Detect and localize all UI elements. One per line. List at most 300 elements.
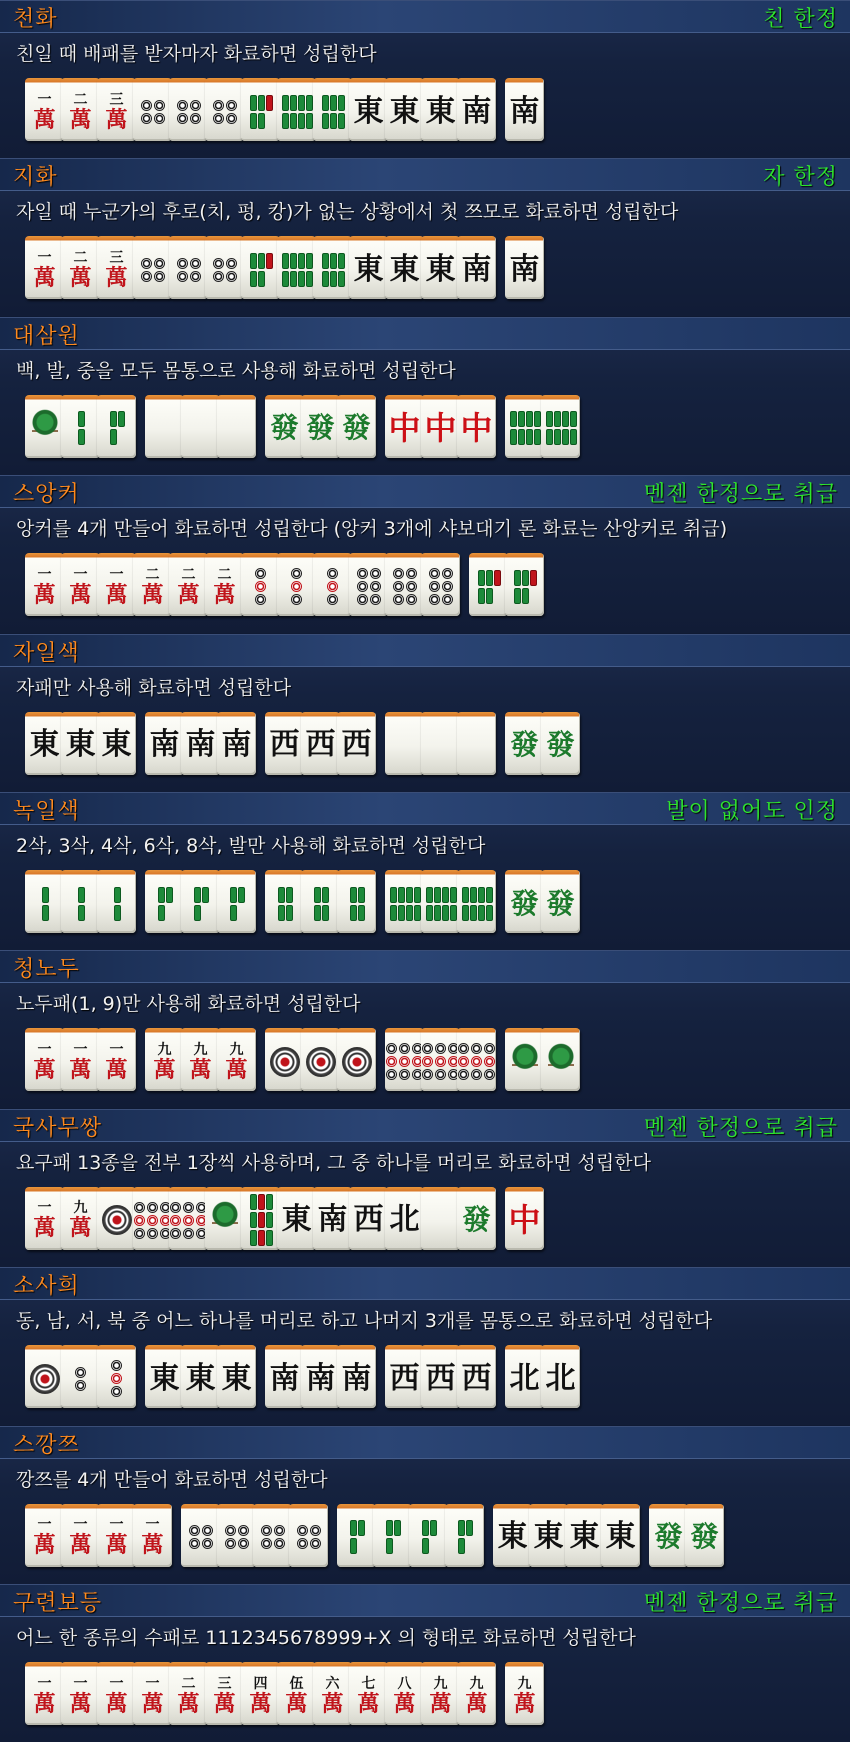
mahjong-tile	[169, 553, 208, 616]
tile-suit: 萬	[225, 1056, 248, 1083]
tile-glyph: 南	[269, 1360, 300, 1396]
mahjong-tile	[181, 712, 220, 775]
pin-dots	[422, 1043, 459, 1080]
mahjong-tile	[205, 1662, 244, 1725]
tile-number: 二	[73, 91, 88, 108]
sou-sticks	[158, 887, 171, 921]
yaku-condition: 자 한정	[763, 165, 838, 191]
mahjong-tile	[505, 870, 544, 933]
tile-suit: 萬	[69, 1690, 92, 1717]
mahjong-tile	[205, 1187, 244, 1250]
mahjong-tile	[61, 1187, 100, 1250]
mahjong-tile	[61, 78, 100, 141]
mahjong-tile	[385, 712, 424, 775]
mahjong-tile	[25, 1345, 64, 1408]
mahjong-tile	[457, 1187, 496, 1250]
tile-glyph: 東	[281, 1202, 312, 1238]
yaku-title: 청노두	[13, 957, 80, 983]
mahjong-tile	[349, 1662, 388, 1725]
sou-sticks	[386, 1520, 399, 1554]
pin-dots	[357, 568, 381, 605]
yaku-description: 깡쯔를 4개 만들어 화료하면 성립한다	[16, 1468, 328, 1491]
sou-sticks	[322, 253, 343, 287]
sou-sticks	[250, 253, 271, 287]
mahjong-tile	[241, 236, 280, 299]
mahjong-tile	[505, 1345, 544, 1408]
mahjong-tile	[25, 236, 64, 299]
mahjong-tile	[133, 78, 172, 141]
tile-number: 四	[253, 1675, 268, 1692]
mahjong-tile	[25, 1662, 64, 1725]
yaku-header	[0, 159, 850, 191]
yaku-section	[0, 0, 850, 158]
mahjong-tile	[97, 395, 136, 458]
tile-number: 一	[37, 1675, 52, 1692]
tile-suit: 萬	[69, 1532, 92, 1559]
yaku-title: 구련보등	[13, 1591, 103, 1616]
pin-dots	[291, 568, 302, 605]
tile-glyph: 西	[425, 1360, 456, 1396]
tile-glyph: 東	[605, 1519, 636, 1555]
tile-number: 伍	[289, 1675, 304, 1692]
mahjong-tile	[301, 712, 340, 775]
yaku-description: 자패만 사용해 화료하면 성립한다	[16, 676, 292, 699]
yaku-section	[0, 317, 850, 475]
tile-glyph: 南	[221, 727, 252, 763]
mahjong-tile	[97, 553, 136, 616]
yaku-condition: 멘젠 한정으로 취급	[643, 1591, 838, 1616]
mahjong-tile	[505, 553, 544, 616]
mahjong-tile	[385, 1028, 424, 1091]
mahjong-tile	[385, 78, 424, 141]
tile-glyph: 西	[353, 1202, 384, 1238]
tile-suit: 萬	[33, 1056, 56, 1083]
tile-number: 一	[37, 566, 52, 583]
tile-suit: 萬	[105, 264, 128, 291]
mahjong-tile	[457, 1345, 496, 1408]
mahjong-tile	[25, 870, 64, 933]
yaku-description: 동, 남, 서, 북 중 어느 하나를 머리로 하고 나머지 3개를 몸통으로 화료하면 성립한다	[16, 1310, 713, 1333]
tile-number: 九	[517, 1675, 532, 1692]
yaku-description: 노두패(1, 9)만 사용해 화료하면 성립한다	[16, 993, 361, 1016]
mahjong-tile	[601, 1504, 640, 1567]
tile-glyph: 東	[389, 93, 420, 129]
mahjong-tile	[205, 236, 244, 299]
yaku-description: 어느 한 종류의 수패로 1112345678999+X 의 형태로 화료하면 성립한다	[16, 1627, 636, 1649]
pin-dots	[429, 568, 453, 605]
tile-suit: 萬	[33, 1690, 56, 1717]
yaku-section	[0, 792, 850, 950]
mahjong-tile	[385, 1662, 424, 1725]
mahjong-tile	[97, 1187, 136, 1250]
tile-number: 三	[109, 91, 124, 108]
tile-suit: 萬	[33, 581, 56, 608]
mahjong-tile	[457, 1662, 496, 1725]
yaku-section	[0, 1267, 850, 1425]
sou-sticks	[314, 887, 327, 921]
tile-glyph: 發	[270, 411, 299, 445]
mahjong-tile	[253, 1504, 292, 1567]
mahjong-tile	[241, 1662, 280, 1725]
tile-glyph: 東	[533, 1519, 564, 1555]
mahjong-tile	[313, 1662, 352, 1725]
tile-glyph: 發	[342, 411, 371, 445]
tile-suit: 萬	[69, 1056, 92, 1083]
yaku-header	[0, 951, 850, 983]
mahjong-tile	[61, 553, 100, 616]
tile-number: 一	[109, 1675, 124, 1692]
mahjong-tile	[301, 395, 340, 458]
tile-glyph: 中	[508, 1201, 541, 1240]
yaku-section	[0, 1584, 850, 1742]
yaku-section	[0, 158, 850, 316]
mahjong-tile	[457, 712, 496, 775]
mahjong-tile	[505, 712, 544, 775]
sou-sticks	[42, 887, 47, 921]
tile-number: 九	[469, 1675, 484, 1692]
sou-sticks	[194, 887, 207, 921]
mahjong-tile	[277, 1662, 316, 1725]
mahjong-tile	[349, 1187, 388, 1250]
tile-glyph: 發	[462, 1203, 491, 1237]
tile-suit: 萬	[105, 1532, 128, 1559]
pin-dots	[30, 1364, 60, 1394]
yaku-description: 앙커를 4개 만들어 화료하면 성립한다 (앙커 3개에 샤보대기 론 화료는 산앙커로 취급)	[16, 518, 728, 541]
mahjong-tile	[217, 395, 256, 458]
tile-glyph: 北	[509, 1360, 540, 1396]
tile-glyph: 西	[341, 727, 372, 763]
tile-suit: 萬	[141, 1532, 164, 1559]
tile-number: 九	[433, 1675, 448, 1692]
mahjong-tile	[313, 1187, 352, 1250]
tile-suit: 萬	[69, 1215, 92, 1242]
pin-dots	[297, 1525, 321, 1549]
tile-suit: 萬	[33, 1532, 56, 1559]
tile-glyph: 發	[654, 1520, 683, 1554]
mahjong-tile	[349, 78, 388, 141]
tile-suit: 萬	[105, 106, 128, 133]
mahjong-tile	[421, 1345, 460, 1408]
sou-sticks	[250, 1194, 271, 1246]
sou-sticks	[78, 887, 83, 921]
mahjong-tile	[337, 395, 376, 458]
tile-glyph: 發	[546, 728, 575, 762]
sou-sticks	[278, 887, 291, 921]
mahjong-tile	[421, 1662, 460, 1725]
tile-suit: 萬	[33, 264, 56, 291]
yaku-condition: 멘젠 한정으로 취급	[643, 482, 838, 508]
peacock-icon	[212, 1201, 238, 1239]
yaku-header	[0, 793, 850, 825]
tile-suit: 萬	[285, 1690, 308, 1717]
tile-number: 一	[73, 1675, 88, 1692]
yaku-section	[0, 475, 850, 633]
tile-glyph: 北	[545, 1360, 576, 1396]
yaku-description: 2삭, 3삭, 4삭, 6삭, 8삭, 발만 사용해 화료하면 성립한다	[16, 835, 486, 857]
pin-dots	[213, 100, 237, 124]
mahjong-tile	[61, 870, 100, 933]
mahjong-tile	[277, 236, 316, 299]
sou-sticks	[426, 887, 455, 921]
mahjong-tile	[61, 395, 100, 458]
yaku-title: 국사무쌍	[13, 1115, 103, 1141]
yaku-header	[0, 318, 850, 350]
mahjong-tile	[133, 236, 172, 299]
mahjong-tile	[505, 395, 544, 458]
tile-glyph: 東	[101, 727, 132, 763]
tile-glyph: 南	[149, 727, 180, 763]
mahjong-tile	[241, 1187, 280, 1250]
tile-suit: 萬	[69, 581, 92, 608]
mahjong-tile	[265, 1028, 304, 1091]
mahjong-tile	[217, 1345, 256, 1408]
mahjong-tile	[301, 870, 340, 933]
mahjong-tile	[457, 1028, 496, 1091]
mahjong-tile	[265, 870, 304, 933]
mahjong-tile	[337, 870, 376, 933]
mahjong-tile	[133, 553, 172, 616]
tile-glyph: 南	[461, 93, 492, 129]
mahjong-tile	[421, 712, 460, 775]
yaku-section	[0, 1109, 850, 1267]
sou-sticks	[110, 411, 123, 445]
mahjong-tile	[541, 1028, 580, 1091]
mahjong-tile	[289, 1504, 328, 1567]
mahjong-tile	[25, 712, 64, 775]
tile-suit: 萬	[105, 581, 128, 608]
tile-number: 七	[361, 1675, 376, 1692]
tile-suit: 萬	[33, 106, 56, 133]
mahjong-tile	[301, 1028, 340, 1091]
mahjong-tile	[181, 1345, 220, 1408]
tile-glyph: 南	[317, 1202, 348, 1238]
mahjong-tile	[145, 712, 184, 775]
yaku-header	[0, 1268, 850, 1300]
tile-number: 一	[109, 1517, 124, 1534]
pin-dots	[386, 1043, 423, 1080]
mahjong-tile	[265, 712, 304, 775]
mahjong-tile	[25, 1187, 64, 1250]
mahjong-tile	[457, 78, 496, 141]
mahjong-tile	[61, 236, 100, 299]
tile-glyph: 東	[569, 1519, 600, 1555]
pin-dots	[306, 1047, 336, 1077]
mahjong-tile	[313, 236, 352, 299]
mahjong-tile	[337, 1345, 376, 1408]
tile-number: 三	[217, 1675, 232, 1692]
mahjong-tile	[169, 236, 208, 299]
mahjong-tile	[61, 1028, 100, 1091]
pin-dots	[458, 1043, 495, 1080]
tile-suit: 萬	[153, 1056, 176, 1083]
mahjong-tile	[25, 1028, 64, 1091]
mahjong-tile	[169, 78, 208, 141]
tile-suit: 萬	[177, 1690, 200, 1717]
mahjong-tile	[133, 1187, 172, 1250]
sou-sticks	[478, 570, 499, 604]
tile-suit: 萬	[69, 106, 92, 133]
mahjong-tile	[97, 1345, 136, 1408]
mahjong-tile	[97, 78, 136, 141]
mahjong-tile	[649, 1504, 688, 1567]
mahjong-tile	[181, 870, 220, 933]
mahjong-tile	[457, 236, 496, 299]
mahjong-tile	[421, 1028, 460, 1091]
tile-number: 一	[73, 566, 88, 583]
tile-glyph: 東	[185, 1360, 216, 1396]
mahjong-tile	[205, 553, 244, 616]
mahjong-tile	[373, 1504, 412, 1567]
mahjong-tile	[97, 1028, 136, 1091]
mahjong-tile	[217, 870, 256, 933]
tile-glyph: 東	[389, 251, 420, 287]
mahjong-tile	[181, 1504, 220, 1567]
mahjong-tile	[145, 1028, 184, 1091]
yaku-section	[0, 950, 850, 1108]
tile-number: 二	[73, 249, 88, 266]
mahjong-tile	[421, 553, 460, 616]
tile-suit: 萬	[213, 581, 236, 608]
tile-glyph: 南	[341, 1360, 372, 1396]
tile-number: 一	[37, 249, 52, 266]
tile-suit: 萬	[141, 1690, 164, 1717]
tile-suit: 萬	[141, 581, 164, 608]
tile-glyph: 東	[29, 727, 60, 763]
mahjong-tile	[541, 870, 580, 933]
mahjong-tile	[181, 1028, 220, 1091]
mahjong-tile	[217, 1028, 256, 1091]
mahjong-tile	[25, 553, 64, 616]
tile-number: 八	[397, 1675, 412, 1692]
tile-glyph: 發	[546, 886, 575, 920]
mahjong-tile	[385, 870, 424, 933]
tile-suit: 萬	[69, 264, 92, 291]
tile-glyph: 中	[460, 409, 493, 448]
tile-suit: 萬	[105, 1056, 128, 1083]
tile-suit: 萬	[429, 1690, 452, 1717]
pin-dots	[141, 100, 165, 124]
sou-sticks	[422, 1520, 435, 1554]
yaku-title: 대삼원	[13, 323, 80, 349]
sou-sticks	[458, 1520, 471, 1554]
pin-dots	[177, 100, 201, 124]
yaku-description: 자일 때 누군가의 후로(치, 펑, 캉)가 없는 상황에서 첫 쯔모로 화료하면 성립한다	[16, 201, 679, 224]
sou-sticks	[282, 95, 311, 129]
mahjong-tile	[97, 1504, 136, 1567]
mahjong-tile	[505, 236, 544, 299]
tile-number: 一	[145, 1517, 160, 1534]
sou-sticks	[282, 253, 311, 287]
yaku-header	[0, 1585, 850, 1617]
tile-suit: 萬	[513, 1690, 536, 1717]
mahjong-tile	[505, 1662, 544, 1725]
tile-number: 二	[217, 566, 232, 583]
yaku-section	[0, 1426, 850, 1584]
mahjong-tile	[505, 1028, 544, 1091]
mahjong-tile	[349, 553, 388, 616]
tile-glyph: 北	[389, 1202, 420, 1238]
tile-number: 二	[145, 566, 160, 583]
mahjong-tile	[337, 1504, 376, 1567]
yaku-title: 소사희	[13, 1274, 80, 1300]
tile-glyph: 東	[425, 93, 456, 129]
tile-glyph: 發	[690, 1520, 719, 1554]
tile-number: 九	[193, 1041, 208, 1058]
yaku-header	[0, 1427, 850, 1459]
tile-glyph: 東	[149, 1360, 180, 1396]
mahjong-tile	[541, 712, 580, 775]
mahjong-tile	[217, 1504, 256, 1567]
tile-suit: 萬	[213, 1690, 236, 1717]
pin-dots	[393, 568, 417, 605]
sou-sticks	[230, 887, 243, 921]
yaku-header	[0, 476, 850, 508]
sou-sticks	[510, 411, 539, 445]
mahjong-tile	[25, 1504, 64, 1567]
tile-number: 一	[109, 566, 124, 583]
pin-dots	[213, 258, 237, 282]
yaku-condition: 멘젠 한정으로 취급	[643, 1115, 838, 1141]
tile-glyph: 南	[305, 1360, 336, 1396]
tile-glyph: 發	[510, 886, 539, 920]
pin-dots	[261, 1525, 285, 1549]
tile-glyph: 中	[424, 409, 457, 448]
peacock-icon	[32, 409, 58, 447]
mahjong-tile	[265, 1345, 304, 1408]
sou-sticks	[114, 887, 119, 921]
mahjong-tile	[169, 1187, 208, 1250]
mahjong-tile	[421, 78, 460, 141]
mahjong-tile	[61, 1662, 100, 1725]
tile-glyph: 西	[389, 1360, 420, 1396]
tile-number: 一	[37, 91, 52, 108]
mahjong-tile	[265, 395, 304, 458]
tile-number: 一	[73, 1041, 88, 1058]
sou-sticks	[546, 411, 575, 445]
yaku-description: 친일 때 배패를 받자마자 화료하면 성립한다	[16, 43, 377, 65]
tile-glyph: 南	[461, 251, 492, 287]
tile-glyph: 南	[185, 727, 216, 763]
yaku-header	[0, 1, 850, 33]
yaku-title: 자일색	[13, 640, 80, 666]
mahjong-tile	[145, 870, 184, 933]
mahjong-tile	[277, 1187, 316, 1250]
mahjong-tile	[457, 395, 496, 458]
mahjong-tile	[385, 236, 424, 299]
mahjong-tile	[61, 1345, 100, 1408]
pin-dots	[342, 1047, 372, 1077]
tile-suit: 萬	[357, 1690, 380, 1717]
mahjong-tile	[421, 236, 460, 299]
mahjong-tile	[277, 553, 316, 616]
tile-glyph: 東	[425, 251, 456, 287]
sou-sticks	[390, 887, 419, 921]
mahjong-tile	[169, 1662, 208, 1725]
mahjong-tile	[25, 395, 64, 458]
tile-number: 九	[157, 1041, 172, 1058]
mahjong-tile	[385, 1345, 424, 1408]
tile-glyph: 東	[65, 727, 96, 763]
tile-glyph: 東	[497, 1519, 528, 1555]
pin-dots	[189, 1525, 213, 1549]
sou-sticks	[350, 887, 363, 921]
yaku-description: 요구패 13종을 전부 1장씩 사용하며, 그 중 하나를 머리로 화료하면 성립한다	[16, 1151, 651, 1174]
tile-suit: 萬	[249, 1690, 272, 1717]
mahjong-tile	[565, 1504, 604, 1567]
mahjong-tile	[313, 553, 352, 616]
pin-dots	[141, 258, 165, 282]
mahjong-tile	[385, 553, 424, 616]
